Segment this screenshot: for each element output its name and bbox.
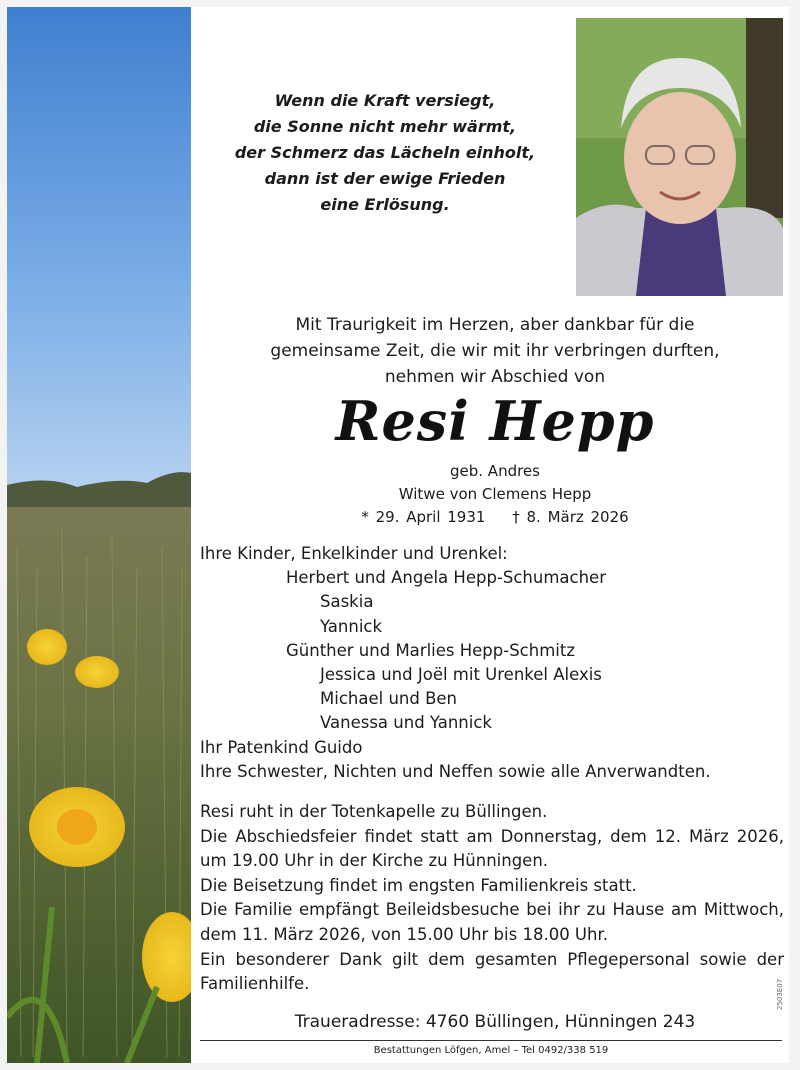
intro-line: Mit Traurigkeit im Herzen, aber dankbar für die bbox=[295, 315, 695, 335]
poem-line: der Schmerz das Lächeln einholt, bbox=[234, 143, 536, 162]
grandchild: Michael und Ben bbox=[320, 689, 458, 709]
grandchild: Jessica und Joël mit Urenkel Alexis bbox=[320, 665, 602, 685]
intro-line: nehmen wir Abschied von bbox=[384, 367, 606, 387]
family-list bbox=[200, 542, 790, 784]
deceased-name: Resi Hepp bbox=[335, 389, 655, 453]
mourning-address: Traueradresse: 4760 Büllingen, Hünningen 243 bbox=[294, 1012, 696, 1032]
divider bbox=[200, 1040, 782, 1041]
widow-of: Witwe von Clemens Hepp bbox=[398, 485, 592, 503]
portrait-photo bbox=[576, 18, 783, 296]
family-parents: Herbert und Angela Hepp-Schumacher bbox=[286, 568, 606, 588]
death-date: † 8. März 2026 bbox=[512, 508, 629, 526]
note-paragraph: Die Abschiedsfeier findet statt am Donnerstag, dem 12. März 2026, um 19.00 Uhr in der Kirche zu Hünningen. bbox=[200, 826, 784, 871]
relatives: Ihre Schwester, Nichten und Neffen sowie alle Anverwandten. bbox=[200, 761, 711, 781]
deceased-details bbox=[200, 460, 790, 529]
funeral-home-footer: Bestattungen Löfgen, Amel – Tel 0492/338 519 bbox=[373, 1045, 609, 1056]
landscape-photo bbox=[7, 7, 191, 1063]
ad-code: 2503E07 bbox=[776, 978, 784, 1010]
birth-date: * 29. April 1931 bbox=[361, 508, 486, 526]
intro-text bbox=[200, 312, 790, 390]
poem-line: eine Erlösung. bbox=[320, 195, 450, 214]
grandchild: Saskia bbox=[320, 592, 374, 612]
life-dates bbox=[200, 506, 790, 529]
note-paragraph: Die Familie empfängt Beileidsbesuche bei ihr zu Hause am Mittwoch, dem 11. März 2026, von 15.00 Uhr bis 18.00 Uhr. bbox=[200, 900, 784, 944]
note-paragraph: Die Beisetzung findet im engsten Familienkreis statt. bbox=[200, 875, 637, 895]
poem-line: die Sonne nicht mehr wärmt, bbox=[253, 117, 517, 136]
family-heading: Ihre Kinder, Enkelkinder und Urenkel: bbox=[200, 544, 508, 563]
poem-line: Wenn die Kraft versiegt, bbox=[274, 91, 496, 110]
godchild: Ihr Patenkind Guido bbox=[200, 737, 363, 757]
poem bbox=[200, 88, 570, 218]
family-parents: Günther und Marlies Hepp-Schmitz bbox=[286, 640, 575, 660]
poem-line: dann ist der ewige Frieden bbox=[264, 169, 506, 188]
maiden-name: geb. Andres bbox=[450, 462, 540, 480]
grandchild: Vanessa und Yannick bbox=[320, 713, 492, 733]
grandchild: Yannick bbox=[320, 616, 383, 636]
intro-line: gemeinsame Zeit, die wir mit ihr verbringen durften, bbox=[270, 341, 720, 361]
note-paragraph: Resi ruht in der Totenkapelle zu Büllingen. bbox=[200, 802, 548, 821]
note-paragraph: Ein besonderer Dank gilt dem gesamten Pflegepersonal sowie der Familienhilfe. bbox=[200, 949, 784, 994]
funeral-notes bbox=[200, 800, 784, 997]
